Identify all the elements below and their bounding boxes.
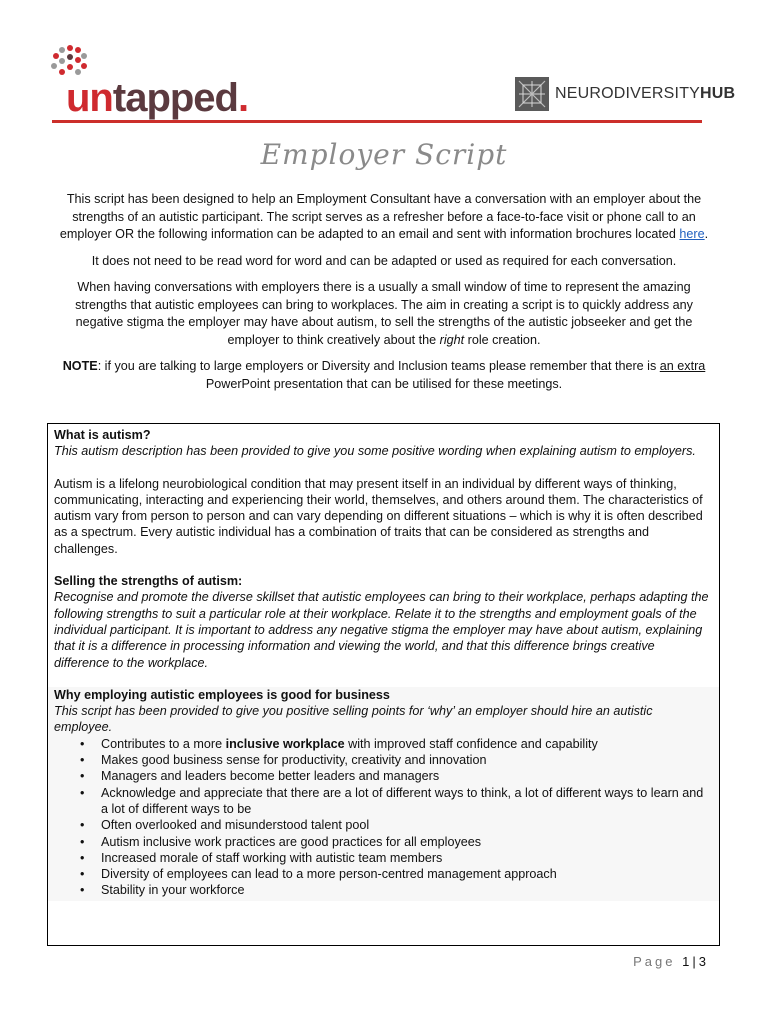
what-is-autism-heading: What is autism? — [54, 428, 151, 442]
intro-paragraph-2: It does not need to be read word for word and can be adapted or used as required for each conversation. — [91, 253, 677, 268]
list-item: • Makes good business sense for productivity, creativity and innovation — [54, 752, 713, 768]
page-footer — [633, 954, 706, 969]
list-item: • Contributes to a more inclusive workplace with improved staff confidence and capability — [54, 736, 713, 752]
untapped-logo — [50, 44, 250, 120]
autism-description: Autism is a lifelong neurobiological condition that may present itself in an individual by different ways of thinking, communicating, interacting and experiencing their world, themselves, and others around them. The characteristics of autism vary from person to person and can vary depending on different situations – which is why it is often described as a spectrum. Every autistic individual has a combination of traits that can be considered as strengths and challenges. — [54, 476, 703, 556]
intro-paragraph-3: When having conversations with employers there is a usually a small window of time to represent the amazing strengths that autistic employees can bring to workplaces. The aim in creating a script is to quickly address any negative stigma the employer may have about autism, to sell the strengths of the autistic jobseeker and get the employer to think creatively about the right role creation. — [75, 280, 693, 347]
page-number: 1 — [682, 954, 690, 969]
selling-strengths-note: Recognise and promote the diverse skillset that autistic employees can bring to their workplace, perhaps adapting the following strengths to suit a particular role at their workplace. Relate it to the strengths and employment goals of the individual participant. It is important to address any negative stigma the employer may have about autism, explaining that it is a difference in processing information and viewing the world, and that this difference brings creative difference to the workplace. — [54, 590, 709, 670]
untapped-wordmark: untapped. — [66, 76, 249, 120]
intro-section — [52, 191, 716, 402]
why-employ-note: This script has been provided to give you positive selling points for ‘why’ an employer should hire an autistic employee. — [54, 704, 653, 735]
selling-strengths-heading: Selling the strengths of autism: — [54, 574, 243, 589]
page-label: Page — [633, 954, 676, 969]
what-is-autism-note: This autism description has been provided to give you some positive wording when explaining autism to employers. — [54, 444, 696, 459]
neurodiversity-hub-wordmark: NEURODIVERSITYHUB — [555, 85, 736, 102]
extra-powerpoint-link[interactable]: an extra — [659, 359, 706, 373]
list-item: • Managers and leaders become better leaders and managers — [54, 768, 713, 784]
list-item: • Acknowledge and appreciate that there are a lot of different ways to think, a lot of different ways to learn and a lot of different ways to be — [54, 785, 713, 818]
why-employ-heading: Why employing autistic employees is good for business — [54, 687, 390, 702]
note-paragraph: NOTE: if you are talking to large employers or Diversity and Inclusion teams please remember that there is an extra PowerPoint presentation that can be utilised for these meetings. — [62, 359, 706, 391]
intro-paragraph-1: This script has been designed to help an Employment Consultant have a conversation with an employer about the strengths of an autistic participant. The script serves as a refresher before a face-to-face visit or phone call to an employer OR the following information can be adapted to an email and sent with information brochures located here. — [59, 192, 709, 241]
benefits-list — [54, 736, 713, 899]
page-separator: | — [692, 954, 696, 969]
list-item: • Diversity of employees can lead to a more person-centred management approach — [54, 866, 713, 882]
page-title: Employer Script — [260, 138, 508, 171]
page-total: 3 — [698, 954, 706, 969]
script-content-box — [47, 423, 720, 946]
list-item: • Increased morale of staff working with autistic team members — [54, 850, 713, 866]
list-item: • Often overlooked and misunderstood talent pool — [54, 817, 713, 833]
neurodiversity-hub-logo — [515, 76, 735, 112]
header-divider — [52, 120, 702, 123]
why-employ-section — [48, 687, 719, 901]
here-link[interactable]: here — [679, 227, 705, 241]
neurodiversity-hub-mark-icon — [515, 77, 549, 111]
list-item: • Stability in your workforce — [54, 882, 713, 898]
list-item: • Autism inclusive work practices are good practices for all employees — [54, 834, 713, 850]
